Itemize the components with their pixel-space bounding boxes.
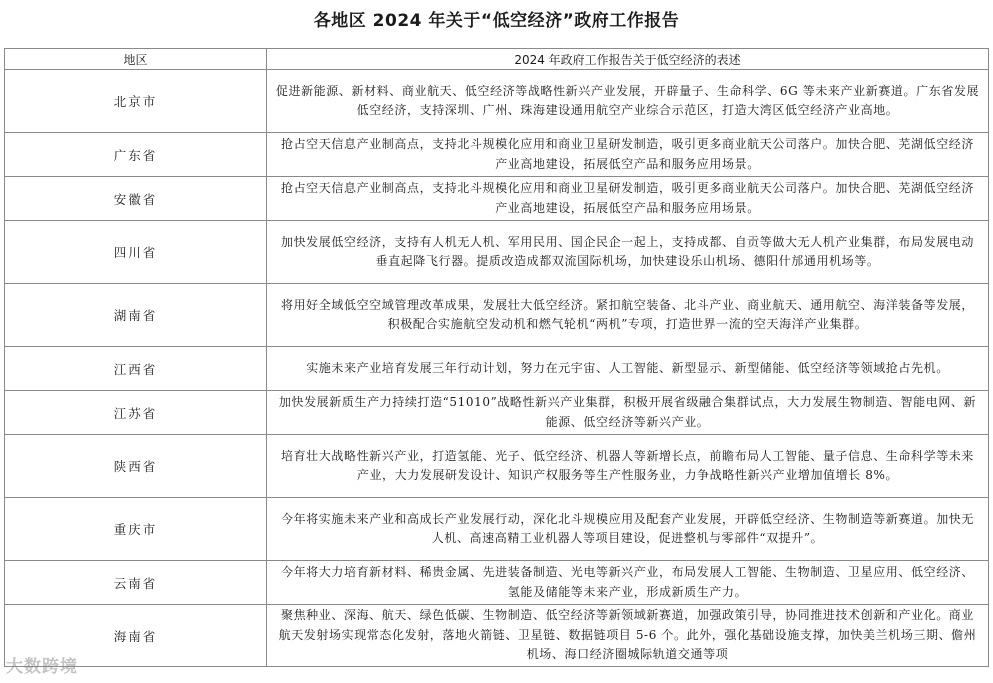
header-statement: 2024 年政府工作报告关于低空经济的表述 — [267, 49, 989, 70]
table-row — [5, 391, 989, 435]
statement-cell: 聚焦种业、深海、航天、绿色低碳、生物制造、低空经济等新领域新赛道，加强政策引导，协同推进技术创新和产业化。商业航天发射场实现常态化发射，落地火箭链、卫星链、数据链项目 5-6 个。此外，强化基础设施支撑，加快美兰机场三期、儋州机场、海口经济圈城际轨道交通等项 — [267, 605, 989, 667]
statement-cell: 加快发展低空经济，支持有人机无人机、军用民用、国企民企一起上，支持成都、自贡等做大无人机产业集群，布局发展电动垂直起降飞行器。提质改造成都双流国际机场，加快建设乐山机场、德阳什邡通用机场等。 — [267, 221, 989, 284]
table-row — [5, 435, 989, 498]
watermark-text: 大数跨境 — [6, 657, 78, 677]
page-title: 各地区 2024 年关于“低空经济”政府工作报告 — [313, 11, 680, 31]
statement-cell: 将用好全域低空空域管理改革成果，发展壮大低空经济。紧扣航空装备、北斗产业、商业航天、通用航空、海洋装备等发展，积极配合实施航空发动机和燃气轮机“两机”专项，打造世界一流的空天海洋产业集群。 — [267, 284, 989, 347]
statement-cell: 今年将大力培育新材料、稀贵金属、先进装备制造、光电等新兴产业，布局发展人工智能、生物制造、卫星应用、低空经济、氢能及储能等未来产业，形成新质生产力。 — [267, 561, 989, 605]
region-cell: 海南省 — [5, 605, 267, 667]
table-header-row — [5, 49, 989, 70]
statement-cell: 培育壮大战略性新兴产业，打造氢能、光子、低空经济、机器人等新增长点，前瞻布局人工智能、量子信息、生命科学等未来产业，大力发展研发设计、知识产权服务等生产性服务业，力争战略性新兴产业增加值增长 8%。 — [267, 435, 989, 498]
region-cell: 江西省 — [5, 347, 267, 391]
table-row — [5, 177, 989, 221]
region-cell: 云南省 — [5, 561, 267, 605]
region-cell: 四川省 — [5, 221, 267, 284]
table-row — [5, 70, 989, 133]
table-row — [5, 284, 989, 347]
table-row — [5, 347, 989, 391]
table-row — [5, 561, 989, 605]
table-row — [5, 133, 989, 177]
region-cell: 北京市 — [5, 70, 267, 133]
statement-cell: 促进新能源、新材料、商业航天、低空经济等战略性新兴产业发展，开辟量子、生命科学、6G 等未来产业新赛道。广东省发展低空经济，支持深圳、广州、珠海建设通用航空产业综合示范区，打造大湾区低空经济产业高地。 — [267, 70, 989, 133]
statement-cell: 今年将实施未来产业和高成长产业发展行动，深化北斗规模应用及配套产业发展，开辟低空经济、生物制造等新赛道。加快无人机、高速高精工业机器人等项目建设，促进整机与零部件“双提升”。 — [267, 498, 989, 561]
statement-cell: 抢占空天信息产业制高点，支持北斗规模化应用和商业卫星研发制造，吸引更多商业航天公司落户。加快合肥、芜湖低空经济产业高地建设，拓展低空产品和服务应用场景。 — [267, 133, 989, 177]
region-cell: 湖南省 — [5, 284, 267, 347]
region-cell: 广东省 — [5, 133, 267, 177]
region-cell: 安徽省 — [5, 177, 267, 221]
table-row — [5, 221, 989, 284]
statement-cell: 抢占空天信息产业制高点，支持北斗规模化应用和商业卫星研发制造，吸引更多商业航天公司落户。加快合肥、芜湖低空经济产业高地建设，拓展低空产品和服务应用场景。 — [267, 177, 989, 221]
report-table — [4, 48, 989, 667]
watermark-logo — [6, 652, 78, 677]
region-cell: 重庆市 — [5, 498, 267, 561]
table-row — [5, 605, 989, 667]
statement-cell: 实施未来产业培育发展三年行动计划，努力在元宇宙、人工智能、新型显示、新型储能、低空经济等领域抢占先机。 — [267, 347, 989, 391]
statement-cell: 加快发展新质生产力持续打造“51010”战略性新兴产业集群，积极开展省级融合集群试点，大力发展生物制造、智能电网、新能源、低空经济等新兴产业。 — [267, 391, 989, 435]
header-region: 地区 — [5, 49, 267, 70]
table-row — [5, 498, 989, 561]
region-cell: 江苏省 — [5, 391, 267, 435]
region-cell: 陕西省 — [5, 435, 267, 498]
